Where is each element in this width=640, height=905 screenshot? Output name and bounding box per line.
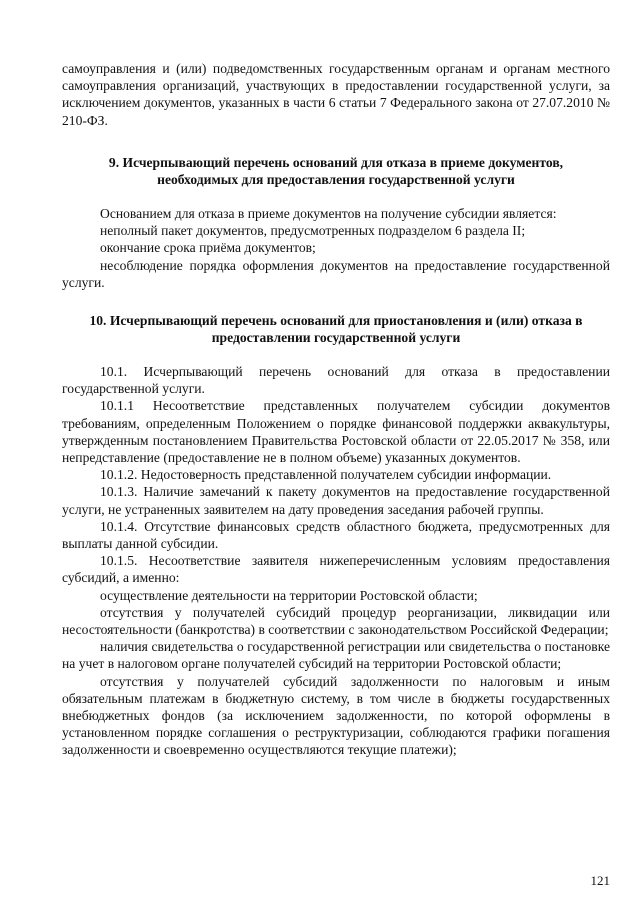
section-10-paragraph: отсутствия у получателей субсидий процедур реорганизации, ликвидации или несостоятельности (банкротства) в соответствии с законодательством Российской Федерации; — [62, 604, 610, 638]
intro-block — [62, 60, 610, 129]
section-10-paragraph: 10.1.4. Отсутствие финансовых средств областного бюджета, предусмотренных для выплаты данной субсидии. — [62, 518, 610, 552]
section-9-heading-line1: 9. Исчерпывающий перечень оснований для отказа в приеме документов, — [108, 155, 564, 170]
section-9-body — [62, 205, 610, 291]
section-9-paragraph: Основанием для отказа в приеме документов на получение субсидии является: — [100, 206, 557, 221]
section-10-body — [62, 363, 610, 759]
section-10-paragraph: 10.1.1 Несоответствие представленных получателем субсидии документов требованиям, определенным Положением о порядке финансовой поддержки аквакультуры, утвержденным постановлением Правительства Ростовской области от 22.05.2017 № 358, или непредставление (предоставление не в полном объеме) указанных документов. — [62, 398, 610, 466]
section-10-paragraph: наличия свидетельства о государственной регистрации или свидетельства о постановке на учет в налоговом органе получателей субсидий на территории Ростовской области; — [62, 639, 610, 672]
section-9-heading-line2: необходимых для предоставления государственной услуги — [157, 172, 515, 188]
intro-paragraph: самоуправления и (или) подведомственных государственным органам и органам местного самоуправления организаций, участвующих в предоставлении государственной услуги, за исключением документов, указанных в части 6 статьи 7 Федерального закона от 27.07.2010 № 210-ФЗ. — [62, 61, 610, 128]
section-10-heading-line2: предоставлении государственной услуги — [211, 330, 461, 346]
section-10-paragraph: 10.1.5. Несоответствие заявителя нижеперечисленным условиям предоставления субсидий, а именно: — [62, 553, 610, 586]
section-10-paragraph: осуществление деятельности на территории Ростовской области; — [100, 587, 478, 603]
section-10-heading-line1: 10. Исчерпывающий перечень оснований для приостановления и (или) отказа в — [89, 313, 583, 328]
section-9-paragraph: несоблюдение порядка оформления документов на предоставление государственной услуги. — [62, 257, 610, 290]
section-10 — [62, 312, 610, 346]
section-10-paragraph: 10.1.3. Наличие замечаний к пакету документов на предоставление государственной услуги, не устраненных заявителем на дату проведения заседания рабочей группы. — [62, 484, 610, 517]
section-9-paragraph: окончание срока приёма документов; — [100, 240, 316, 256]
page-number: 121 — [590, 873, 610, 888]
section-9 — [62, 154, 610, 188]
section-10-paragraph: 10.1. Исчерпывающий перечень оснований для отказа в предоставлении государственной услуги. — [62, 364, 610, 397]
section-10-paragraph: 10.1.2. Недостоверность представленной получателем субсидии информации. — [100, 467, 552, 483]
section-10-paragraph: отсутствия у получателей субсидий задолженности по налоговым и иным обязательным платежам в бюджетную систему, в том числе в бюджеты государственных внебюджетных фондов (за исключением задолженности, по которой оформлены в установленном порядке соглашения о реструктуризации, соблюдаются графики погашения задолженности и своевременно осуществляются текущие платежи); — [62, 673, 610, 758]
section-9-paragraph: неполный пакет документов, предусмотренных подразделом 6 раздела II; — [100, 223, 526, 239]
